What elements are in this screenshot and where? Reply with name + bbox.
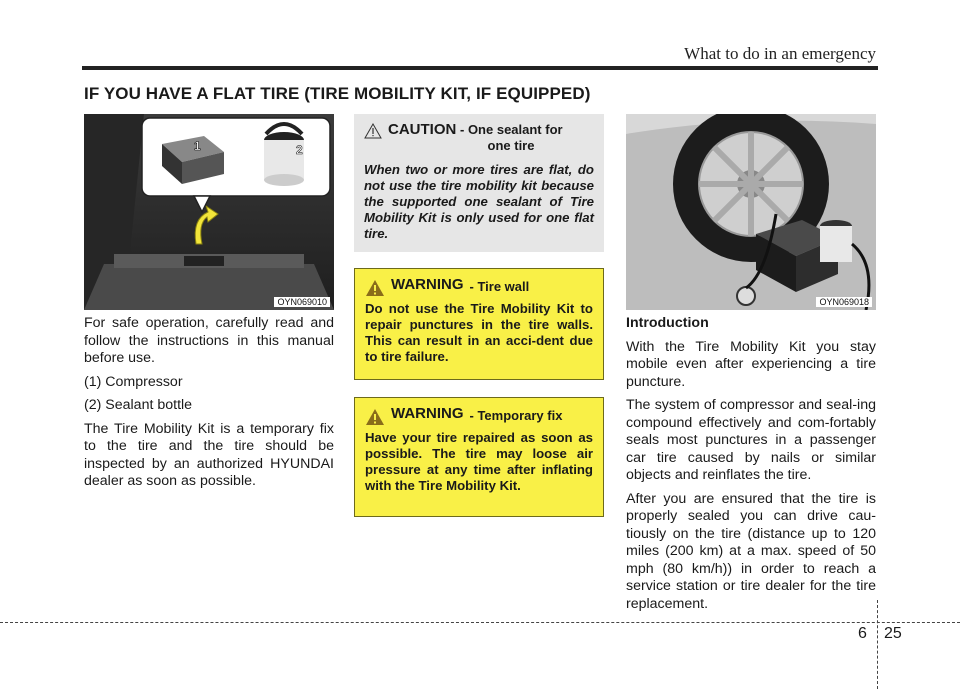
- footer-divider: [0, 622, 960, 623]
- figure-label-2: 2: [296, 143, 303, 157]
- introduction-paragraph-1: With the Tire Mobility Kit you stay mobile even after experiencing a tire puncture.: [626, 338, 876, 390]
- warning-body: Do not use the Tire Mobility Kit to repair punctures in the tire walls. This can result in an acci-dent due to tire failure.: [365, 301, 593, 364]
- section-title: IF YOU HAVE A FLAT TIRE (TIRE MOBILITY KIT, IF EQUIPPED): [84, 84, 591, 103]
- tire-photo: [626, 114, 876, 310]
- warning-heading: WARNING: [391, 276, 464, 293]
- warning-subheading: - Temporary fix: [469, 408, 563, 423]
- left-text-column: [84, 315, 334, 497]
- temporary-fix-paragraph: The Tire Mobility Kit is a temporary fix to the tire and the tire should be inspected by an authorized HYUNDAI dealer as soon as possible.: [84, 420, 334, 489]
- introduction-paragraph-3: After you are ensured that the tire is properly sealed you can drive cau-tiously on the tire (distance up to 120 miles (200 km) at a max. speed of 50 mph (80 km/h)) in order to reach a service station or tire dealer for the tire replacement.: [626, 490, 876, 612]
- compressor-item: (1) Compressor: [84, 373, 183, 390]
- tire-illustration: [626, 114, 876, 310]
- caution-box: [354, 114, 604, 252]
- caution-subheading-line2: one tire: [487, 138, 535, 153]
- page-number: 25: [884, 625, 902, 642]
- caution-heading: CAUTION: [388, 121, 457, 138]
- introduction-heading: Introduction: [626, 315, 709, 331]
- introduction-paragraph-2: The system of compressor and seal-ing compound effectively and com-fortably seals most punctures in a passenger car tire caused by nails or similar objects and reinflates the tire.: [626, 397, 876, 483]
- figure-label-1: 1: [194, 139, 201, 153]
- right-text-column: [626, 315, 876, 619]
- caution-subheading: - One sealant for: [460, 122, 563, 137]
- warning-tire-wall-box: [354, 268, 604, 380]
- warning-triangle-icon: [365, 279, 385, 297]
- warning-subheading: - Tire wall: [469, 279, 530, 294]
- caution-triangle-icon: [364, 123, 382, 139]
- caution-body: When two or more tires are flat, do not use the tire mobility kit because the supported one sealant of Tire Mobility Kit is only used for one flat tire.: [364, 162, 594, 241]
- figure-left-caption: OYN069010: [274, 297, 330, 307]
- figure-right-caption: OYN069018: [816, 297, 872, 307]
- warning-triangle-icon: [365, 408, 385, 426]
- warning-body: Have your tire repaired as soon as possible. The tire may loose air pressure at any time after inflating with the Tire Mobility Kit.: [365, 430, 593, 493]
- warning-heading: WARNING: [391, 405, 464, 422]
- trunk-illustration: [84, 114, 334, 310]
- header-rule: [82, 66, 878, 70]
- page-number-divider: [877, 600, 878, 689]
- sealant-item: (2) Sealant bottle: [84, 397, 193, 413]
- trunk-photo: [84, 114, 334, 310]
- warning-temporary-fix-box: [354, 397, 604, 517]
- intro-paragraph: For safe operation, carefully read and follow the instructions in this manual before use.: [84, 315, 334, 366]
- header-title: What to do in an emergency: [684, 44, 876, 63]
- chapter-number: 6: [858, 625, 867, 642]
